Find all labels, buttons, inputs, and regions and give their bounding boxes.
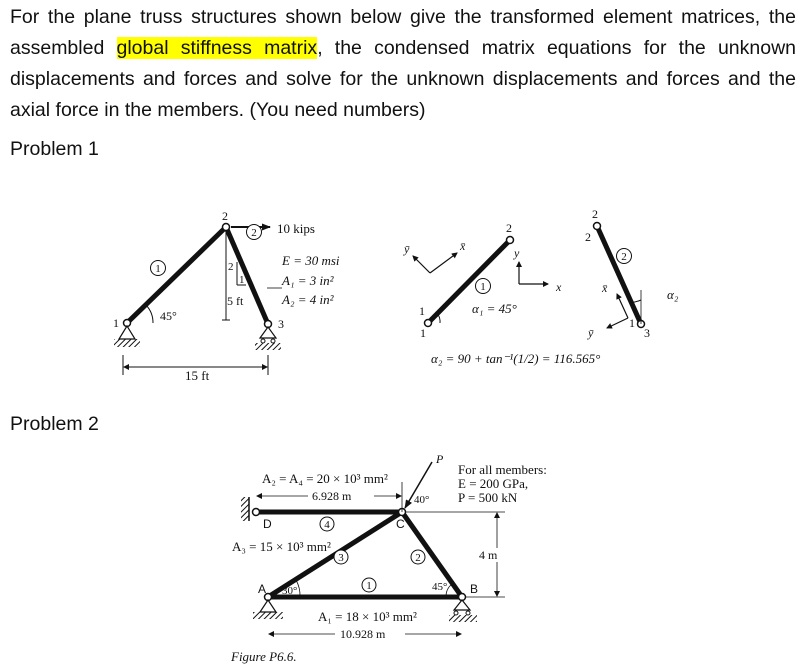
global-y-label: y <box>514 246 520 260</box>
slope-run: 1 <box>239 274 245 286</box>
angle-30-label: 30° <box>282 585 298 597</box>
node-label-a: A <box>258 582 267 596</box>
fixed-support-d <box>241 497 249 521</box>
node-label-c: C <box>396 517 405 531</box>
roller-support-b <box>449 600 477 622</box>
member-label-1: 1 <box>366 580 372 592</box>
element-2-local-axes <box>607 294 628 328</box>
element-2-node-label-3: 3 <box>644 326 650 340</box>
height-4m-label: 4 m <box>479 548 498 562</box>
top-length-label: 6.928 m <box>312 489 352 503</box>
member-label-2: 2 <box>415 552 421 564</box>
highlighted-phrase: global stiffness matrix <box>116 37 318 59</box>
element-2-end-label: 2 <box>585 230 591 244</box>
element-1-number: 1 <box>480 281 486 293</box>
node-label-d: D <box>263 517 272 531</box>
member-label-3: 3 <box>338 552 344 564</box>
figure-caption: Figure P6.6. <box>231 649 297 664</box>
bottom-length-label: 10.928 m <box>340 627 386 641</box>
property-a1: A₁ = 3 in² <box>282 273 334 288</box>
element-2-xbar: x̄ <box>602 281 608 295</box>
element-1-end-label: 1 <box>419 304 425 318</box>
angle-45-label: 45° <box>432 581 448 593</box>
all-members-p: P = 500 kN <box>458 490 518 505</box>
problem-2-heading: Problem 2 <box>10 413 99 435</box>
area-a1: A₁ = 18 × 10³ mm² <box>318 609 417 624</box>
element-1-local-axes <box>413 253 457 273</box>
element-label-1: 1 <box>155 263 161 275</box>
node-label-b: B <box>470 582 479 596</box>
property-e: E = 30 msi <box>282 253 340 268</box>
alpha-2-symbol: α₂ <box>667 287 679 302</box>
problem-1-heading: Problem 1 <box>10 138 99 160</box>
global-axes <box>519 262 548 284</box>
slope-rise: 2 <box>228 261 234 273</box>
element-2-ybar: ȳ <box>588 326 594 340</box>
node-2-joint <box>223 224 230 231</box>
height-label: 5 ft <box>227 294 244 308</box>
element-1-xbar: x̄ <box>460 239 466 253</box>
span-label: 15 ft <box>185 368 210 383</box>
statement-text-start: For the plane truss structures shown below give the transformed element matrices, the assembled <box>10 6 796 59</box>
node-label-3: 3 <box>278 317 284 331</box>
load-p-label: P <box>436 452 444 466</box>
element-label-2: 2 <box>251 227 257 239</box>
alpha-2-equation: α₂ = 90 + tan⁻¹(1/2) = 116.565° <box>431 351 601 366</box>
member-2 <box>226 227 268 324</box>
node-label-2: 2 <box>222 209 228 223</box>
element-2-node-label-2: 2 <box>592 207 598 221</box>
global-x-label: x <box>556 280 562 294</box>
element-2-bar <box>597 226 641 324</box>
angle-40-label: 40° <box>414 494 430 506</box>
element-2-tick-label: 1 <box>629 316 635 330</box>
angle-arc <box>146 305 153 323</box>
property-a2: A₂ = 4 in² <box>282 292 334 307</box>
element-2-node-2 <box>594 223 601 230</box>
statement-text-end: , the condensed matrix equations for the unknown displacements and forces and solve for the unknown displacements and forces and the axial force in the members. (You need numbers) <box>10 37 797 121</box>
all-members-e: E = 200 GPa, <box>458 476 529 491</box>
node-label-1: 1 <box>113 316 119 330</box>
alpha-1-equation: α₁ = 45° <box>472 301 517 316</box>
member-label-4: 4 <box>324 519 330 531</box>
element-1-node-label-2: 2 <box>506 221 512 235</box>
element-1-node-2 <box>507 237 514 244</box>
node-d <box>253 509 260 516</box>
pin-support-a <box>253 600 283 619</box>
area-a2-a4: A₂ = A₄ = 20 × 10³ mm² <box>262 471 388 486</box>
element-2-number: 2 <box>621 251 627 263</box>
load-label: 10 kips <box>277 221 315 236</box>
element-1-node-label-1: 1 <box>420 326 426 340</box>
angle-label: 45° <box>160 309 177 323</box>
element-1-ybar: ȳ <box>404 242 410 256</box>
all-members-note: For all members: <box>458 462 547 477</box>
area-a3: A₃ = 15 × 10³ mm² <box>232 539 331 554</box>
